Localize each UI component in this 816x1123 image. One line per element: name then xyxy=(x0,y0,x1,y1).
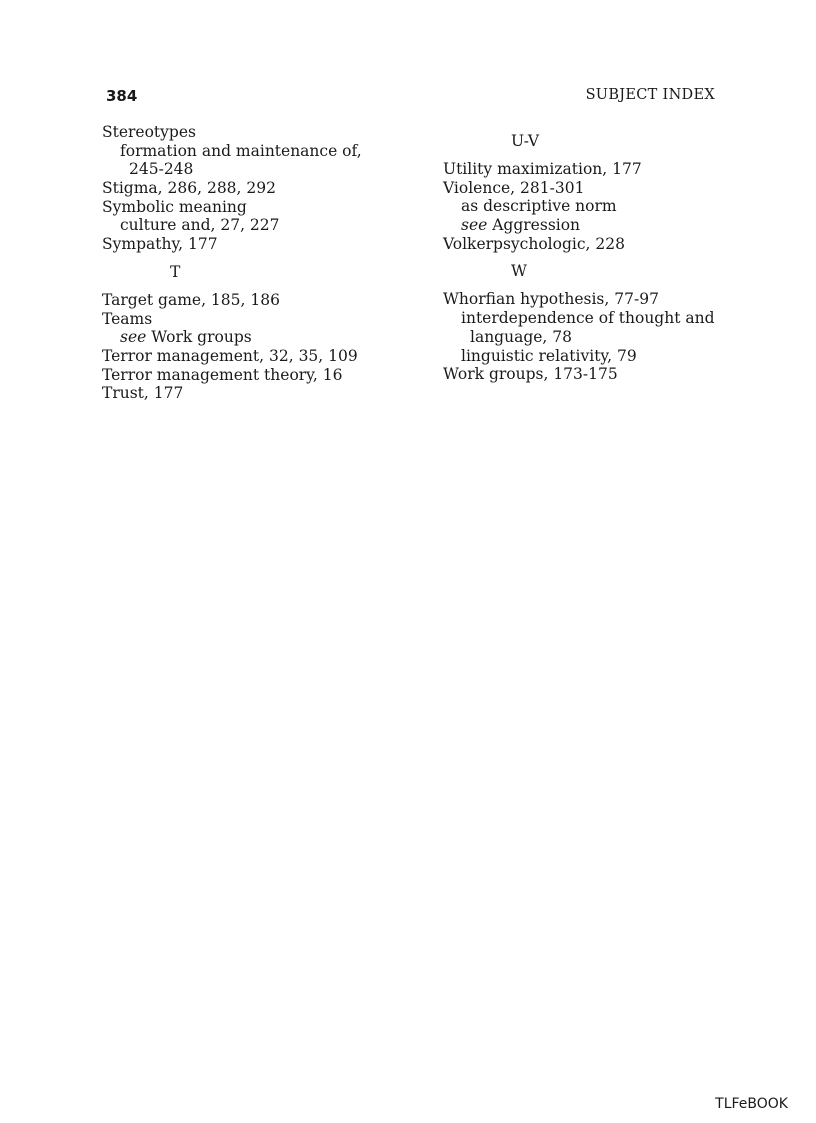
see-label: see xyxy=(461,216,488,235)
index-cross-reference xyxy=(443,216,743,235)
index-entry-work-groups: Work groups, 173-175 xyxy=(443,365,618,384)
section-heading-t: T xyxy=(170,262,181,281)
index-entry-teams: Teams xyxy=(102,309,153,328)
index-column-left xyxy=(102,123,402,403)
index-subentry: formation and maintenance of, xyxy=(120,141,362,160)
index-subentry: interdependence of thought and xyxy=(461,309,715,328)
index-entry-sympathy: Sympathy, 177 xyxy=(102,235,218,254)
index-continuation: 245-248 xyxy=(129,160,194,179)
index-entry-stereotypes: Stereotypes xyxy=(102,123,196,141)
index-entry-stigma: Stigma, 286, 288, 292 xyxy=(102,179,276,198)
index-entry-terror-management-theory: Terror management theory, 16 xyxy=(102,365,343,384)
cross-reference-target: Aggression xyxy=(487,216,581,235)
page-number: 384 xyxy=(106,87,138,105)
see-label: see xyxy=(120,328,147,347)
index-entry-trust: Trust, 177 xyxy=(102,384,184,403)
index-continuation: language, 78 xyxy=(470,327,572,346)
watermark-text: TLFeBOOK xyxy=(715,1096,788,1112)
section-heading-u-v: U-V xyxy=(511,132,540,150)
index-entry-violence: Violence, 281-301 xyxy=(443,178,585,197)
index-entry-target-game: Target game, 185, 186 xyxy=(102,290,280,309)
section-heading-w: W xyxy=(511,262,527,281)
index-entry-symbolic-meaning: Symbolic meaning xyxy=(102,197,247,216)
index-entry-whorfian-hypothesis: Whorfian hypothesis, 77-97 xyxy=(443,290,659,309)
index-subentry: linguistic relativity, 79 xyxy=(461,346,637,365)
index-cross-reference xyxy=(102,328,402,347)
index-subentry: culture and, 27, 227 xyxy=(120,216,280,235)
running-head: SUBJECT INDEX xyxy=(585,87,715,103)
index-column-right xyxy=(443,123,743,384)
index-entry-terror-management: Terror management, 32, 35, 109 xyxy=(102,346,358,365)
index-entry-volkerpsychologic: Volkerpsychologic, 228 xyxy=(443,234,625,253)
index-subentry: as descriptive norm xyxy=(461,197,617,216)
cross-reference-target: Work groups xyxy=(146,328,252,347)
index-entry-utility-maximization: Utility maximization, 177 xyxy=(443,160,642,178)
